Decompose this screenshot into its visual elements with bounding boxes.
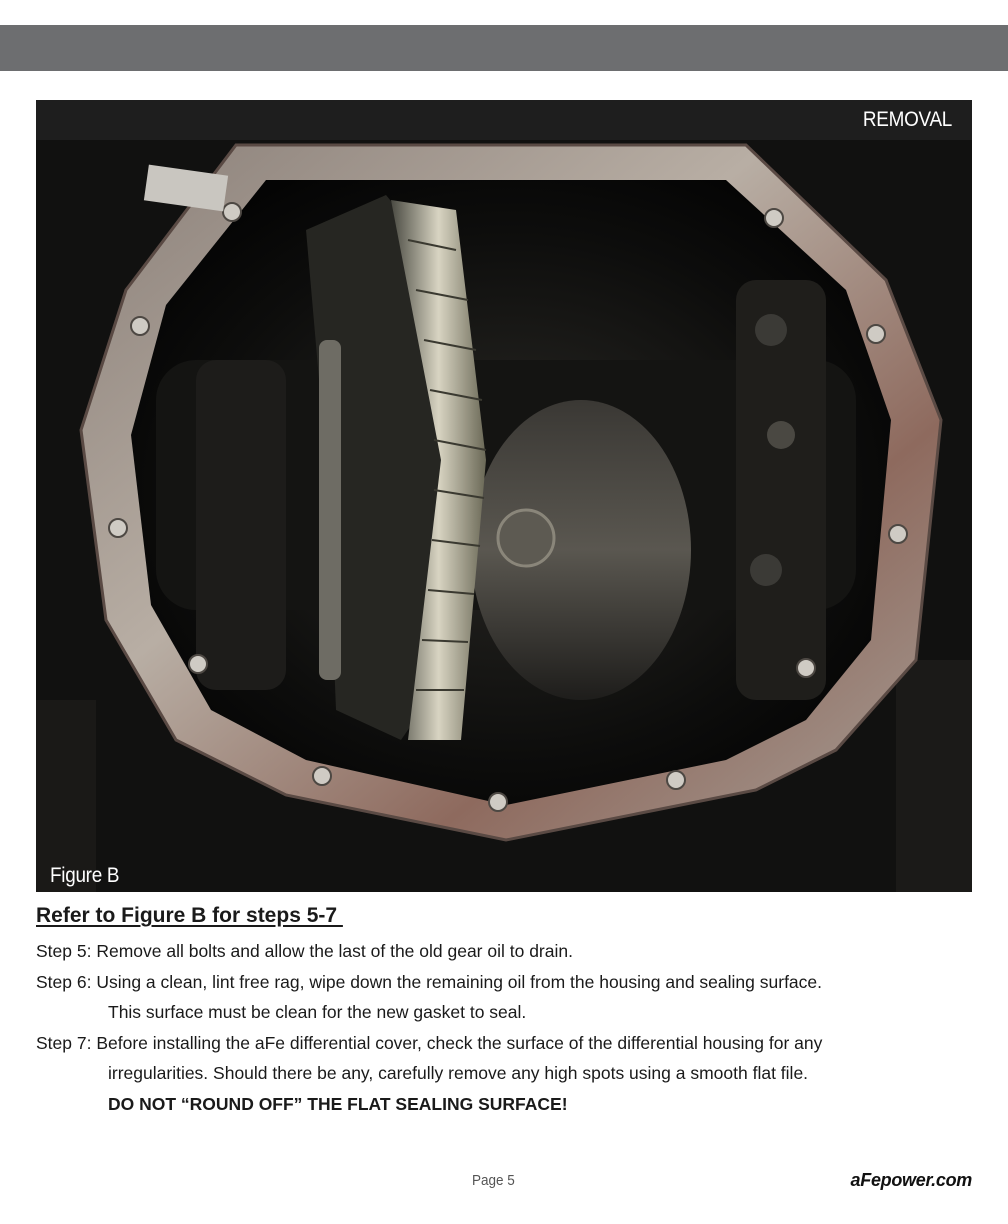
removal-label: REMOVAL <box>862 108 952 131</box>
warning-text: DO NOT “ROUND OFF” THE FLAT SEALING SURFACE! <box>108 1093 568 1114</box>
step-line: Step 5: Remove all bolts and allow the last of the old gear oil to drain. <box>36 941 573 961</box>
page-number: Page 5 <box>472 1172 515 1189</box>
website-url: aFepower.com <box>850 1170 972 1190</box>
step-5 <box>36 936 976 967</box>
step-7 <box>36 1028 976 1120</box>
figure-caption: Figure B <box>50 864 120 887</box>
differential-housing-illustration <box>36 100 972 892</box>
step-line: Step 7: Before installing the aFe differential cover, check the surface of the differential housing for any <box>36 1032 823 1053</box>
steps-list <box>36 936 976 1119</box>
figure-b-photo <box>36 100 972 892</box>
step-line: This surface must be clean for the new gasket to seal. <box>108 1002 527 1022</box>
header-bar <box>0 25 1008 71</box>
step-6 <box>36 967 976 1028</box>
step-line: irregularities. Should there be any, carefully remove any high spots using a smooth flat file. <box>108 1063 809 1083</box>
section-heading: Refer to Figure B for steps 5-7 <box>36 904 343 927</box>
step-line: Step 6: Using a clean, lint free rag, wipe down the remaining oil from the housing and sealing surface. <box>36 971 823 992</box>
